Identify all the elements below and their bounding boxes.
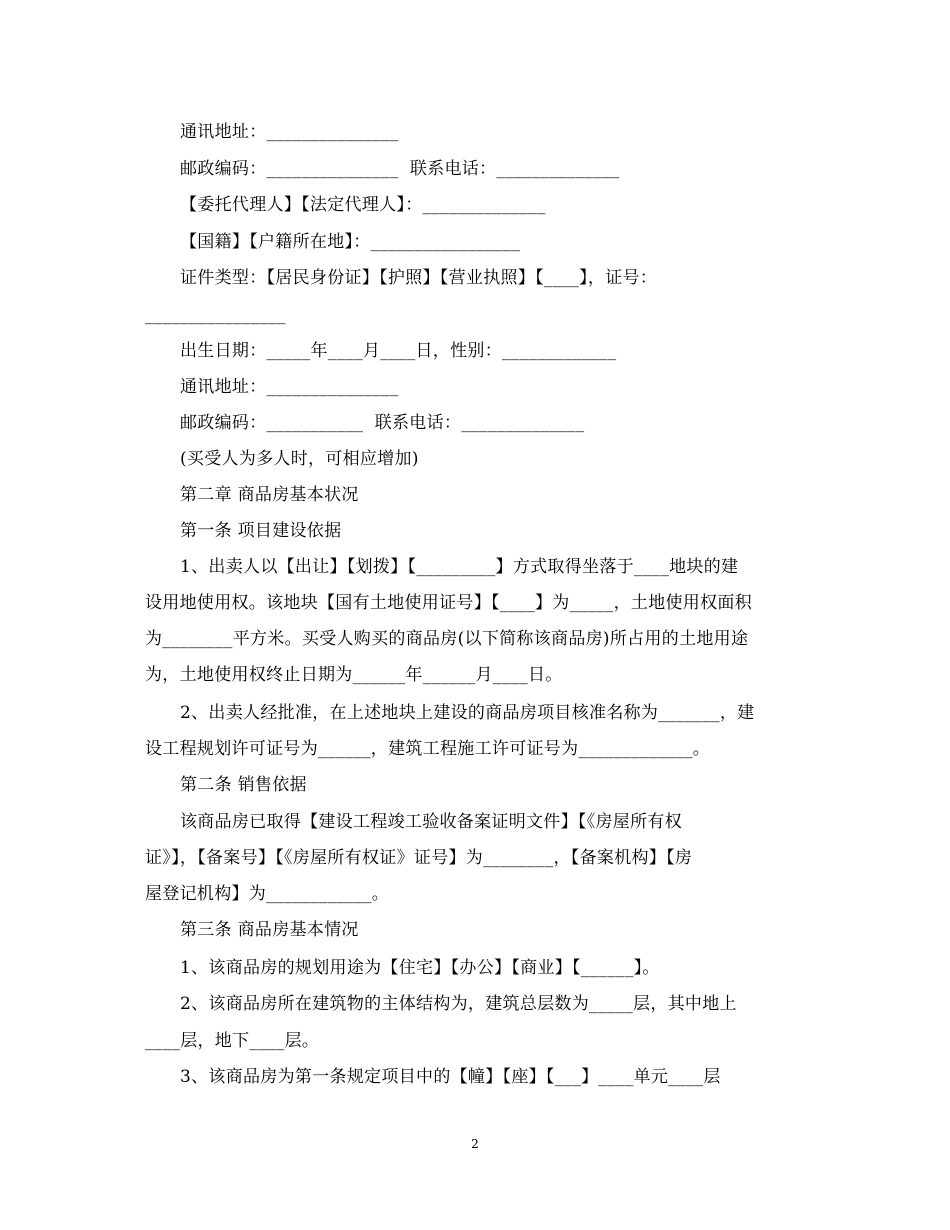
text-line: (买受人为多人时，可相应增加) bbox=[180, 449, 419, 469]
text-line: 设工程规划许可证号为______，建筑工程施工许可证号为_____________。 bbox=[145, 739, 711, 759]
text-line: 屋登记机构】为____________。 bbox=[145, 884, 389, 904]
text-line: 邮政编码：___________ 联系电话：______________ bbox=[180, 413, 585, 433]
text-line: 该商品房已取得【建设工程竣工验收备案证明文件】【《房屋所有权 bbox=[180, 812, 682, 832]
article-heading: 第二条 销售依据 bbox=[180, 775, 307, 795]
text-line: 2、该商品房所在建筑物的主体结构为，建筑总层数为_____层，其中地上 bbox=[180, 994, 737, 1014]
text-line: 通讯地址：_______________ bbox=[180, 377, 399, 397]
text-line: 设用地使用权。该地块【国有土地使用证号】【____】为_____，土地使用权面积 bbox=[145, 593, 752, 613]
text-line: 3、该商品房为第一条规定项目中的【幢】【座】【___】____单元____层 bbox=[180, 1067, 721, 1087]
text-line: 邮政编码：_______________ 联系电话：______________ bbox=[180, 159, 620, 179]
text-line: ________________ bbox=[145, 305, 286, 325]
text-line: 【委托代理人】【法定代理人】：______________ bbox=[180, 195, 546, 215]
page-number: 2 bbox=[471, 1137, 479, 1151]
text-line: 为，土地使用权终止日期为______年______月____日。 bbox=[145, 665, 563, 685]
article-heading: 第一条 项目建设依据 bbox=[180, 521, 342, 541]
text-line: 通讯地址：_______________ bbox=[180, 122, 399, 142]
text-line: 出生日期：_____年____月____日，性别：_____________ bbox=[180, 341, 617, 361]
text-line: 证件类型：【居民身份证】【护照】【营业执照】【____】，证号： bbox=[180, 268, 658, 288]
text-line: ____层，地下____层。 bbox=[145, 1031, 320, 1051]
text-line: 1、该商品房的规划用途为【住宅】【办公】【商业】【______】。 bbox=[180, 958, 660, 978]
text-line: 【国籍】【户籍所在地】：_________________ bbox=[180, 232, 521, 252]
text-line: 2、出卖人经批准，在上述地块上建设的商品房项目核准名称为_______，建 bbox=[180, 703, 755, 723]
chapter-heading: 第二章 商品房基本状况 bbox=[180, 485, 359, 505]
text-line: 为________平方米。买受人购买的商品房(以下简称该商品房)所占用的土地用途 bbox=[145, 629, 749, 649]
text-line: 证》】，【备案号】【《房屋所有权证》证号】为________，【备案机构】【房 bbox=[145, 848, 693, 868]
article-heading: 第三条 商品房基本情况 bbox=[180, 920, 359, 940]
text-line: 1、出卖人以【出让】【划拨】【_________】方式取得坐落于____地块的建 bbox=[180, 557, 739, 577]
